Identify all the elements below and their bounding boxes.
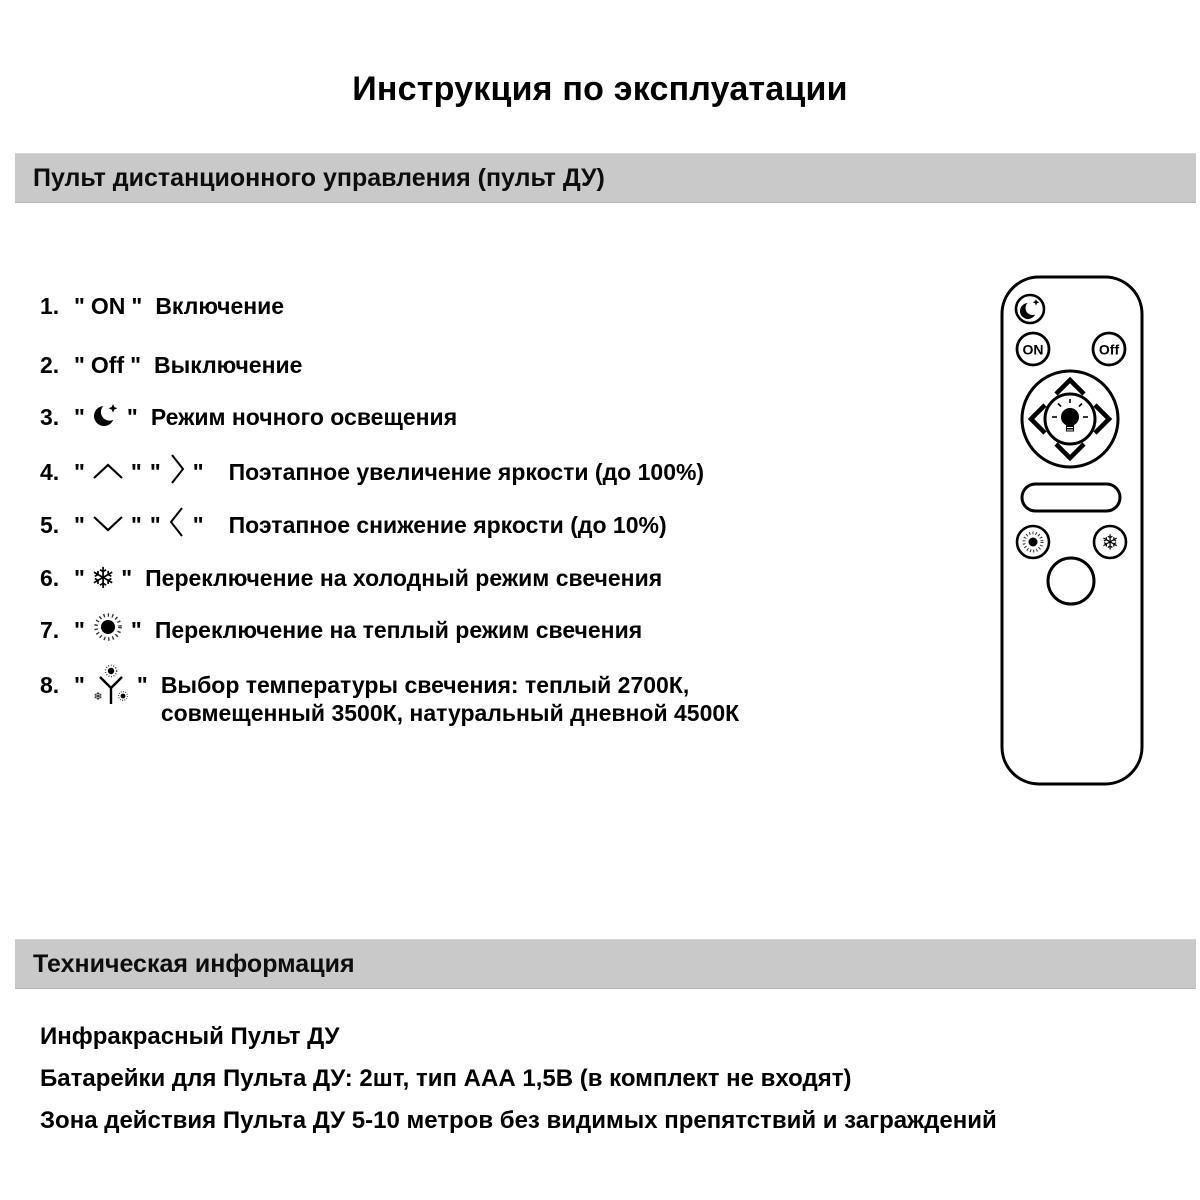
snowflake-icon: ❄: [90, 560, 116, 595]
sun-icon: [1029, 538, 1038, 547]
item-number: 6.: [40, 564, 60, 591]
sun-icon: [91, 610, 125, 650]
item-number: 7.: [40, 616, 60, 643]
on-button-label: ON: [90, 292, 126, 319]
remote-on-label: ON: [1022, 341, 1044, 358]
quote-mark: ": [74, 351, 85, 378]
remote-pill-button: [1022, 484, 1120, 511]
section-header-remote: [15, 153, 1196, 203]
remote-round-button: [1048, 558, 1094, 604]
remote-warm-button: [1017, 526, 1049, 558]
page-title: Инструкция по эксплуатации: [352, 70, 848, 108]
quote-mark: ": [130, 511, 142, 538]
list-item-off: [40, 347, 302, 383]
chevron-right-icon: [167, 451, 187, 493]
item-description: Режим ночного освещения: [150, 403, 458, 430]
list-item-night-mode: [40, 399, 457, 435]
item-number: 3.: [40, 403, 60, 430]
item-number: 1.: [40, 292, 60, 319]
dpad-up-arrow-icon: [1056, 380, 1084, 394]
quote-mark: ": [130, 616, 142, 643]
remote-off-label: Off: [1098, 341, 1120, 358]
quote-mark: ": [130, 351, 142, 378]
remote-control-illustration: [995, 272, 1148, 788]
quote-mark: ": [149, 458, 161, 485]
section-header-tech: [15, 939, 1196, 989]
quote-mark: ": [149, 511, 161, 538]
quote-mark: ": [121, 564, 133, 591]
tech-info-line: Батарейки для Пульта ДУ: 2шт, тип ААА 1,5В (в комплект не входят): [40, 1065, 852, 1092]
list-item-cold-mode: [40, 560, 662, 596]
list-item-brightness-down: [40, 507, 667, 543]
quote-mark: ": [74, 458, 85, 485]
remote-on-button: [1017, 333, 1049, 365]
quote-mark: ": [74, 616, 85, 643]
remote-cold-button: [1094, 526, 1126, 558]
quote-mark: ": [74, 403, 85, 430]
remote-off-button: [1093, 333, 1125, 365]
quote-mark: ": [130, 458, 142, 485]
quote-mark: ": [126, 403, 138, 430]
list-item-color-temperature: [40, 671, 739, 727]
quote-mark: ": [136, 672, 148, 698]
item-description: [161, 671, 739, 727]
chevron-up-icon: [91, 459, 125, 486]
off-button-label: Off: [90, 351, 125, 378]
snowflake-icon: ❄: [1101, 530, 1119, 555]
dpad-right-arrow-icon: [1095, 405, 1109, 433]
svg-text:❄: ❄: [93, 690, 103, 703]
remote-dpad: [1022, 371, 1118, 467]
list-item-brightness-up: [40, 454, 704, 490]
quote-mark: ": [192, 458, 204, 485]
quote-mark: ": [74, 511, 85, 538]
quote-mark: ": [192, 511, 204, 538]
tech-info-line: Инфракрасный Пульт ДУ: [40, 1023, 340, 1050]
item-number: 4.: [40, 458, 60, 485]
dpad-left-arrow-icon: [1031, 405, 1045, 433]
item-description-line1: Выбор температуры свечения: теплый 2700К,: [160, 672, 690, 698]
quote-mark: ": [131, 292, 143, 319]
remote-night-mode-button: [1016, 295, 1044, 323]
item-number: 5.: [40, 511, 60, 538]
item-number: 2.: [40, 351, 60, 378]
item-description-line2: совмещенный 3500К, натуральный дневной 4500К: [160, 700, 740, 726]
item-description: Поэтапное увеличение яркости (до 100%): [228, 458, 705, 485]
quote-mark: ": [74, 564, 85, 591]
list-item-on: [40, 288, 284, 324]
section-header-remote-label: Пульт дистанционного управления (пульт ДУ): [33, 164, 605, 192]
quote-mark: ": [74, 672, 85, 698]
chevron-left-icon: [167, 504, 187, 546]
list-item-warm-mode: [40, 612, 642, 648]
item-description: Переключение на теплый режим свечения: [154, 616, 643, 643]
quote-mark: ": [74, 292, 85, 319]
tech-info-line: Зона действия Пульта ДУ 5-10 метров без видимых препятствий и заграждений: [40, 1107, 997, 1134]
dpad-down-arrow-icon: [1056, 444, 1084, 458]
item-description: Выключение: [154, 351, 303, 378]
light-bulb-icon: [1052, 399, 1088, 432]
chevron-down-icon: [91, 512, 125, 539]
section-header-tech-label: Техническая информация: [33, 950, 355, 978]
item-description: Включение: [155, 292, 285, 319]
moon-icon: [91, 399, 121, 435]
color-temperature-selector-icon: [91, 664, 131, 714]
item-description: Поэтапное снижение яркости (до 10%): [228, 511, 667, 538]
item-description: Переключение на холодный режим свечения: [145, 564, 663, 591]
item-number: 8.: [40, 672, 60, 698]
